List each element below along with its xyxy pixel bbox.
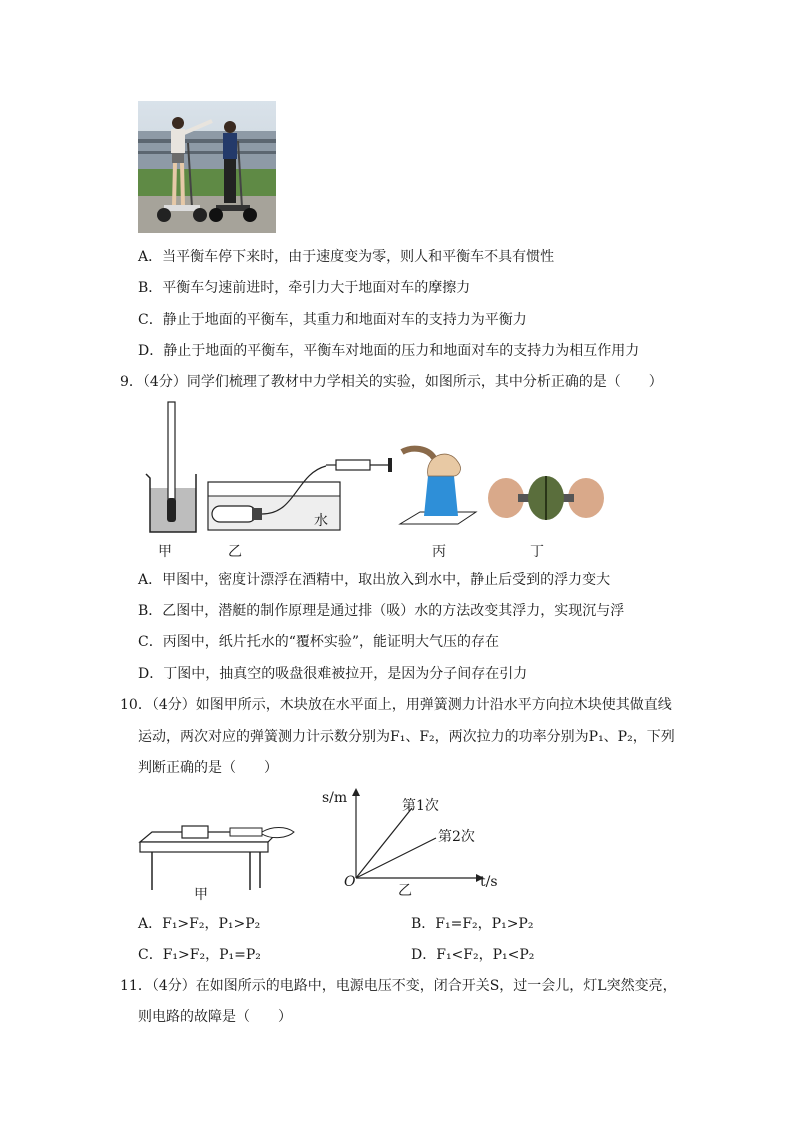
q10-option-d: D．F₁<F₂，P₁<P₂ xyxy=(411,947,535,963)
graph-line-second xyxy=(356,838,436,878)
q9-option-c: C．丙图中，纸片托水的“覆杯实验”，能证明大气压的存在 xyxy=(138,634,500,650)
q9-option-b: B．乙图中，潜艇的制作原理是通过排（吸）水的方法改变其浮力，实现沉与浮 xyxy=(138,603,625,619)
q8-option-c: C．静止于地面的平衡车，其重力和地面对车的支持力为平衡力 xyxy=(138,312,527,328)
q9-option-a: A．甲图中，密度计漂浮在酒精中，取出放入到水中，静止后受到的浮力变大 xyxy=(138,572,611,588)
q8-option-d: D．静止于地面的平衡车，平衡车对地面的压力和地面对车的支持力为相互作用力 xyxy=(138,343,640,359)
q10-label-yi: 乙 xyxy=(398,883,412,899)
q11-stem-line1: 11．（4分）在如图所示的电路中，电源电压不变，闭合开关S，过一会儿，灯L突然变亮， xyxy=(120,978,677,994)
q11-stem-line2: 则电路的故障是（ ） xyxy=(138,1009,292,1025)
q10-graph-x-axis: t/s xyxy=(480,874,498,890)
graph-line-first xyxy=(356,808,412,878)
q9-water-label: 水 xyxy=(314,513,328,529)
q10-graph-line1-label: 第1次 xyxy=(402,798,439,814)
q9-label-yi: 乙 xyxy=(228,544,242,560)
q10-stem-line2: 运动，两次对应的弹簧测力计示数分别为F₁、F₂，两次拉力的功率分别为P₁、P₂，下列 xyxy=(138,729,675,745)
q9-stem: 9．（4分）同学们梳理了教材中力学相关的实验，如图所示，其中分析正确的是（ ） xyxy=(120,374,663,390)
q10-stem-line1: 10．（4分）如图甲所示，木块放在水平面上，用弹簧测力计沿水平方向拉木块使其做直线 xyxy=(120,697,672,713)
balance-scooter-photo xyxy=(138,101,276,233)
q10-graph-origin: O xyxy=(344,874,356,890)
q9-figure-bing xyxy=(398,442,478,534)
q9-figure-yi xyxy=(206,452,396,532)
q9-label-jia: 甲 xyxy=(158,544,172,560)
q9-option-d: D．丁图中，抽真空的吸盘很难被拉开，是因为分子间存在引力 xyxy=(138,666,528,682)
q9-figure-jia xyxy=(138,400,202,534)
q9-label-ding: 丁 xyxy=(530,544,544,560)
q10-figure-jia xyxy=(138,822,306,892)
q10-option-c: C．F₁>F₂，P₁=P₂ xyxy=(138,947,261,963)
q8-option-b: B．平衡车匀速前进时，牵引力大于地面对车的摩擦力 xyxy=(138,280,471,296)
q10-option-b: B．F₁=F₂，P₁>P₂ xyxy=(411,916,534,932)
q10-graph-line2-label: 第2次 xyxy=(438,829,475,845)
q10-stem-line3: 判断正确的是（ ） xyxy=(138,760,278,776)
q10-label-jia: 甲 xyxy=(194,887,208,903)
q8-option-a: A．当平衡车停下来时，由于速度变为零，则人和平衡车不具有惯性 xyxy=(138,249,555,265)
q9-label-bing: 丙 xyxy=(432,544,446,560)
q9-figure-ding xyxy=(488,470,604,526)
q10-option-a: A．F₁>F₂，P₁>P₂ xyxy=(138,916,261,932)
q10-graph-y-axis: s/m xyxy=(322,790,348,806)
